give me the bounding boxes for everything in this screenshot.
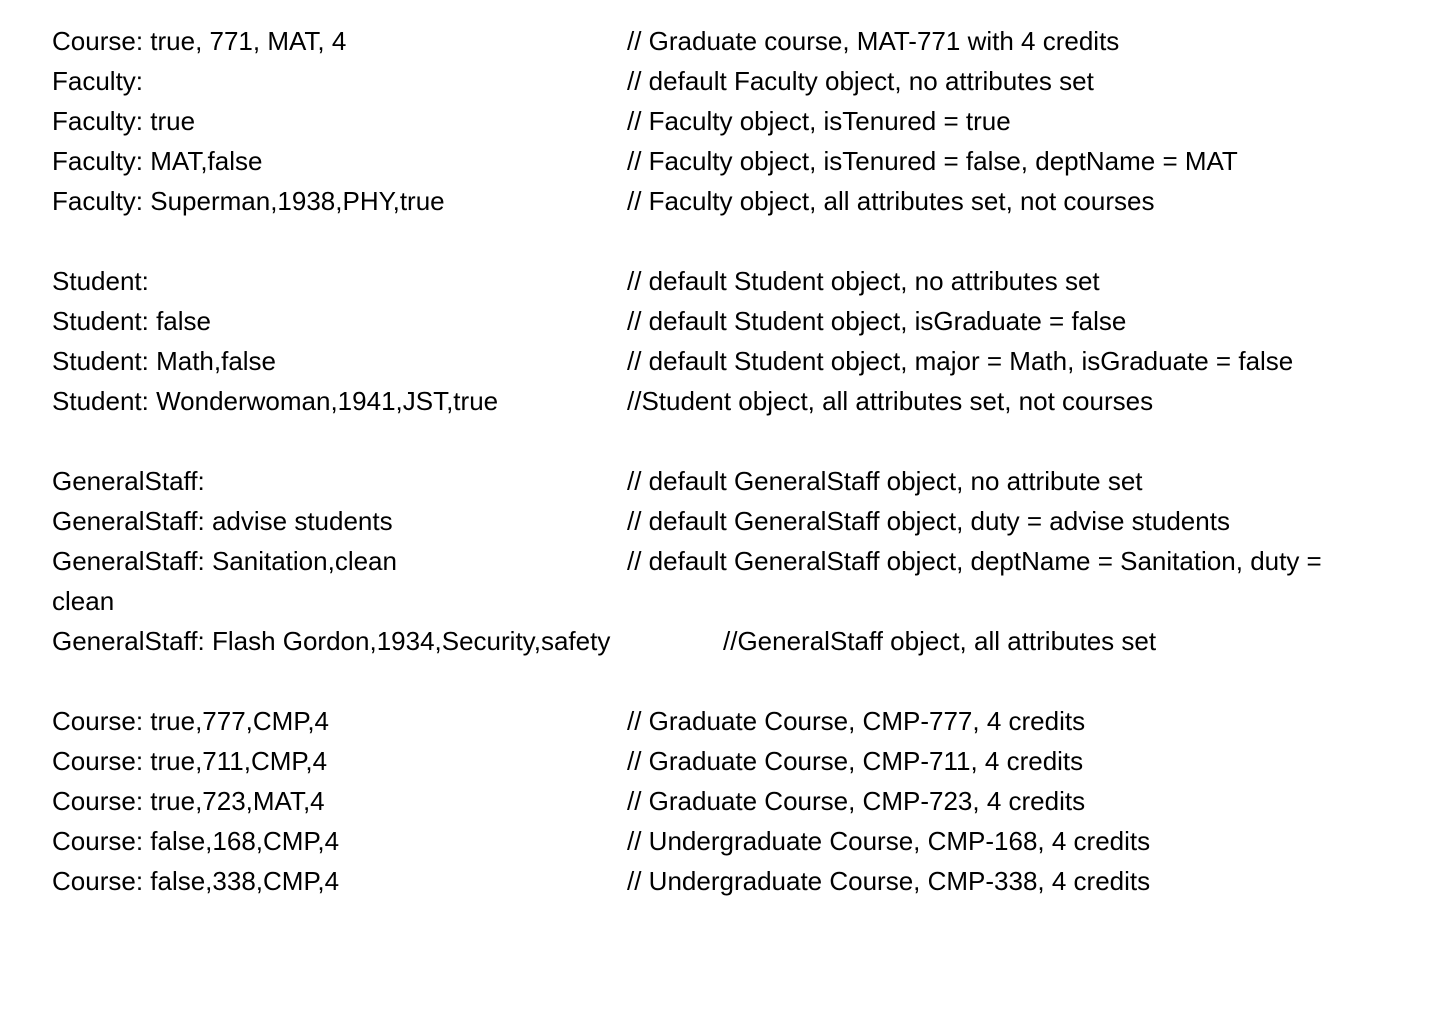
code-text: GeneralStaff: Sanitation,clean xyxy=(52,546,397,576)
comment-text: // default Student object, no attributes set xyxy=(627,266,1100,296)
code-text: Faculty: xyxy=(52,66,144,96)
general-staff-line xyxy=(52,461,1440,501)
code-text: GeneralStaff: xyxy=(52,466,205,496)
course-line xyxy=(52,21,1440,61)
code-text: Course: true,711,CMP,4 xyxy=(52,746,328,776)
comment-text: // Graduate Course, CMP-711, 4 credits xyxy=(627,746,1084,776)
comment-text: // default Faculty object, no attributes set xyxy=(627,66,1094,96)
code-text: Faculty: MAT,false xyxy=(52,146,263,176)
code-text: Course: false,168,CMP,4 xyxy=(52,826,340,856)
student-line xyxy=(52,381,1440,421)
course-line xyxy=(52,861,1440,901)
comment-text: // Graduate course, MAT-771 with 4 credits xyxy=(627,26,1120,56)
comment-text: // default GeneralStaff object, deptName = Sanitation, duty = xyxy=(627,546,1322,576)
code-text: Student: xyxy=(52,266,149,296)
comment-text: // default GeneralStaff object, no attribute set xyxy=(627,466,1143,496)
course-line xyxy=(52,781,1440,821)
code-text: Course: true,777,CMP,4 xyxy=(52,706,329,736)
code-text: Student: Math,false xyxy=(52,346,277,376)
comment-text: //GeneralStaff object, all attributes set xyxy=(723,626,1157,656)
code-text: Course: true, 771, MAT, 4 xyxy=(52,26,347,56)
faculty-line xyxy=(52,181,1440,221)
comment-text: // Faculty object, isTenured = true xyxy=(627,106,1011,136)
code-text: Student: false xyxy=(52,306,211,336)
code-text: GeneralStaff: Flash Gordon,1934,Security,safety xyxy=(52,626,611,656)
general-staff-line xyxy=(52,501,1440,541)
code-text: Faculty: Superman,1938,PHY,true xyxy=(52,186,445,216)
student-line xyxy=(52,301,1440,341)
student-line xyxy=(52,261,1440,301)
code-text: Faculty: true xyxy=(52,106,196,136)
code-text: Course: false,338,CMP,4 xyxy=(52,866,340,896)
code-text: GeneralStaff: advise students xyxy=(52,506,393,536)
comment-text: // default Student object, isGraduate = false xyxy=(627,306,1127,336)
faculty-line xyxy=(52,101,1440,141)
course-line xyxy=(52,741,1440,781)
general-staff-line-wrap xyxy=(52,581,1440,621)
comment-text: // Undergraduate Course, CMP-168, 4 credits xyxy=(627,826,1151,856)
comment-text: //Student object, all attributes set, not courses xyxy=(627,386,1154,416)
general-staff-line xyxy=(52,621,1440,661)
comment-text: // Graduate Course, CMP-723, 4 credits xyxy=(627,786,1086,816)
comment-text: // Graduate Course, CMP-777, 4 credits xyxy=(627,706,1086,736)
comment-text: // default Student object, major = Math, isGraduate = false xyxy=(627,346,1294,376)
code-text: Course: true,723,MAT,4 xyxy=(52,786,325,816)
comment-text: // Faculty object, isTenured = false, deptName = MAT xyxy=(627,146,1238,176)
comment-text: // Faculty object, all attributes set, not courses xyxy=(627,186,1155,216)
student-line xyxy=(52,341,1440,381)
faculty-line xyxy=(52,61,1440,101)
general-staff-line xyxy=(52,541,1440,581)
comment-text: // Undergraduate Course, CMP-338, 4 credits xyxy=(627,866,1151,896)
comment-text: // default GeneralStaff object, duty = advise students xyxy=(627,506,1230,536)
code-text: clean xyxy=(52,586,115,616)
faculty-line xyxy=(52,141,1440,181)
code-text: Student: Wonderwoman,1941,JST,true xyxy=(52,386,499,416)
course-line xyxy=(52,821,1440,861)
course-line xyxy=(52,701,1440,741)
